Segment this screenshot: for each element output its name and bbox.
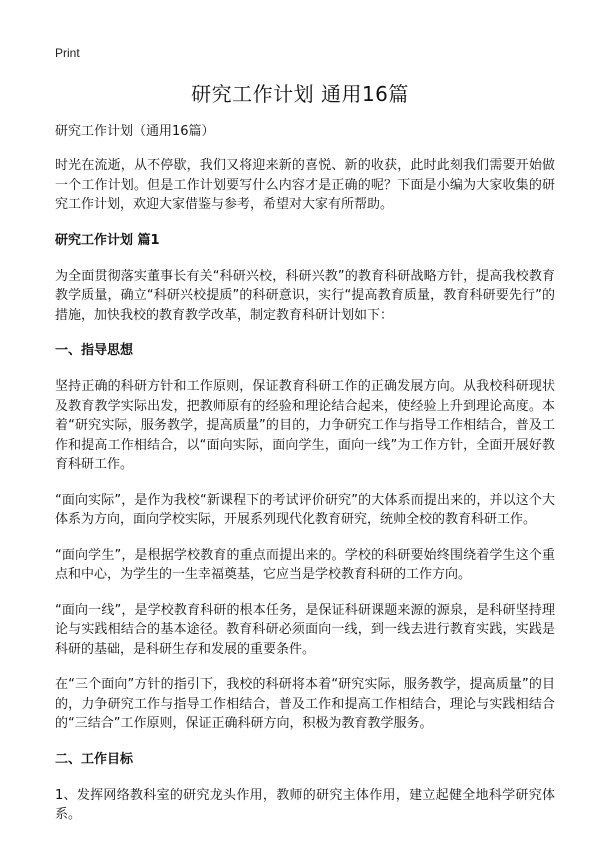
- document-subtitle: 研究工作计划（通用16篇）: [55, 124, 215, 139]
- section-heading-work-goals: 二、工作目标: [55, 751, 134, 767]
- paragraph-guiding-ideas: 坚持正确的科研方针和工作原则，保证教育科研工作的正确发展方向。从我校科研现状及教育教学实际出发，把教师原有的经验和理论结合起来，使经验上升到理论高度。本着“研究实际，服务教学，提高质量”的目的，力争研究工作与指导工作相结合，普及工作和提高工作相结合，以“面向实际，面向学生，面向一线”为工作方针，全面开展好教育科研工作。: [55, 379, 555, 472]
- paragraph-facing-students: “面向学生”，是根据学校教育的重点而提出来的。学校的科研要始终围绕着学生这个重点和中心，为学生的一生幸福奠基，它应当是学校教育科研的工作方向。: [55, 547, 555, 582]
- paragraph-facing-frontline: “面向一线”，是学校教育科研的根本任务，是保证科研课题来源的源泉，是科研坚持理论与实践相结合的基本途径。教育科研必须面向一线，到一线去进行教育实践，实践是科研的基础，是科研生存和发展的重要条件。: [55, 602, 555, 657]
- section-heading-part1: 研究工作计划 篇1: [55, 232, 160, 248]
- intro-paragraph: 时光在流逝，从不停歇，我们又将迎来新的喜悦、新的收获，此时此刻我们需要开始做一个工作计划。但是工作计划要写什么内容才是正确的呢？下面是小编为大家收集的研究工作计划，欢迎大家借鉴与参考，希望对大家有所帮助。: [55, 158, 555, 212]
- document-body: [55, 122, 555, 841]
- page-title: 研究工作计划 通用16篇: [191, 82, 409, 106]
- paragraph-three-principles: 在“三个面向”方针的指引下，我校的科研将本着“研究实际，服务教学，提高质量”的目的，力争研究工作与指导工作相结合，普及工作和提高工作相结合，理论与实践相结合的“三结合”工作原则，保证正确科研方向，积极为教育教学服务。: [55, 677, 555, 731]
- paragraph-facing-reality: “面向实际”，是作为我校“新课程下的考试评价研究”的大体系而提出来的，并以这个大体系为方向，面向学校实际，开展系列现代化教育研究，统帅全校的教育科研工作。: [55, 492, 555, 527]
- paragraph-purpose: 为全面贯彻落实董事长有关“科研兴校，科研兴教”的教育科研战略方针，提高我校教育教学质量，确立“科研兴校提质”的科研意识，实行“提高教育质量，教育科研要先行”的措施，加快我校的教育教学改革，制定教育科研计划如下：: [55, 268, 555, 323]
- print-link[interactable]: Print: [55, 46, 80, 60]
- paragraph-goal-1: 1、发挥网络教科室的研究龙头作用，教师的研究主体作用，建立起健全地科学研究体系。: [55, 787, 555, 822]
- section-heading-guiding-ideas: 一、指导思想: [55, 343, 134, 358]
